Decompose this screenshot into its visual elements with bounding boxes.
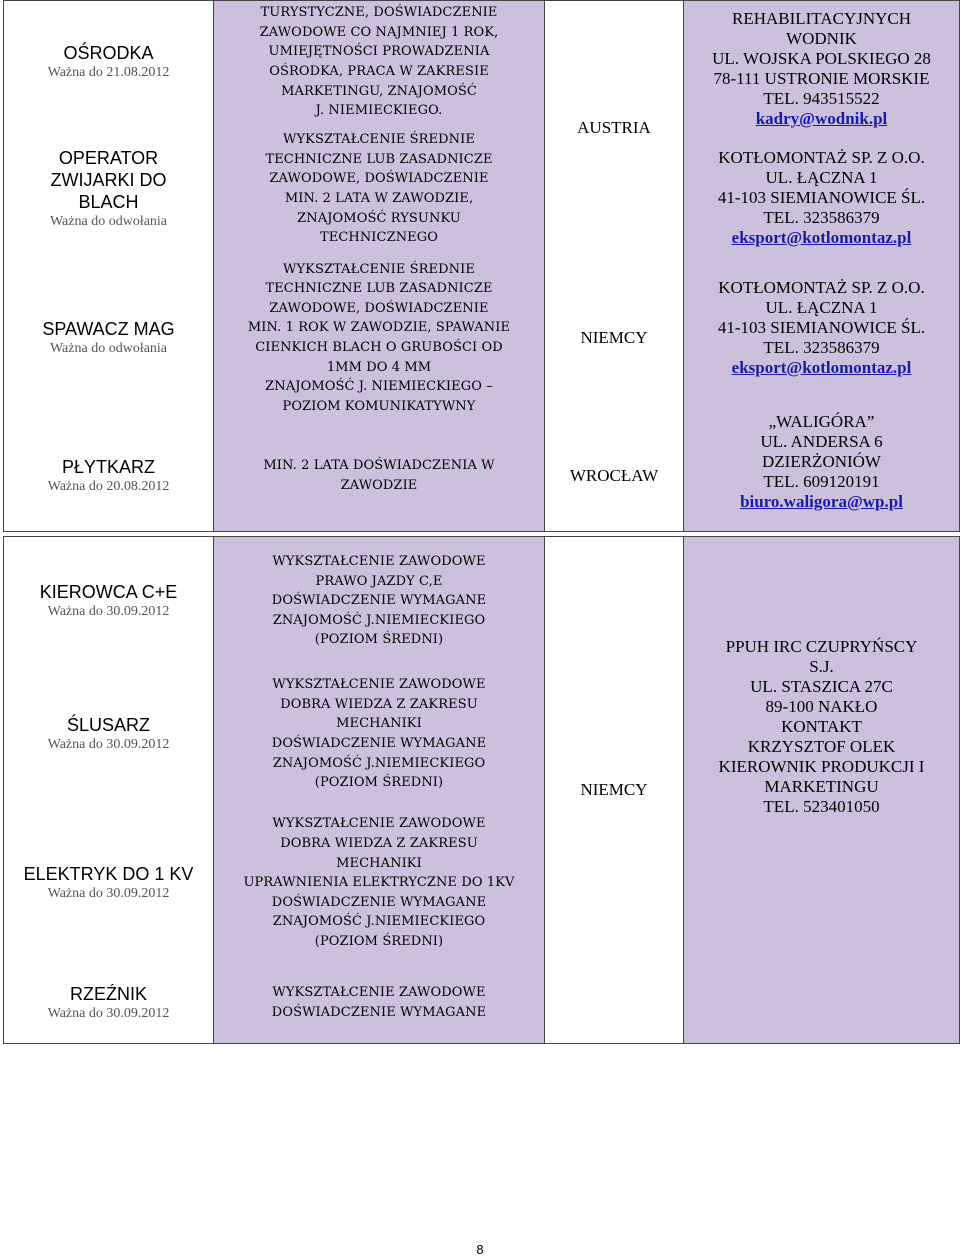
job-offers-table-1 xyxy=(3,0,960,532)
page-number: 8 xyxy=(476,1242,484,1257)
location-column xyxy=(545,537,684,1044)
employer-column xyxy=(684,537,960,1044)
requirements-cell: TURYSTYCZNE, DOŚWIADCZENIE ZAWODOWE CO NAJMNIEJ 1 ROK, UMIEJĘTNOŚCI PROWADZENIA OŚRODKA, PRACA W ZAKRESIE MARKETINGU, ZNAJOMOŚĆ J. NIEMIECKIEGO. xyxy=(259,5,499,119)
location-cell: NIEMCY xyxy=(580,328,648,347)
job-title: OŚRODKA xyxy=(63,43,154,63)
job-cell xyxy=(4,963,213,1043)
employer-cell: REHABILITACYJNYCH WODNIK UL. WOJSKA POLSKIEGO 28 78-111 USTRONIE MORSKIE TEL. 943515522 kadry@wodnik.pl xyxy=(712,9,931,128)
job-validity: Ważna do odwołania xyxy=(49,214,168,229)
requirements-cell: MIN. 2 LATA DOŚWIADCZENIA W ZAWODZIE xyxy=(263,458,495,493)
job-validity: Ważna do 30.09.2012 xyxy=(47,886,170,901)
requirements-column xyxy=(214,537,545,1044)
job-validity: Ważna do 21.08.2012 xyxy=(47,65,170,80)
job-title-column xyxy=(4,1,214,532)
requirements-cell: WYKSZTAŁCENIE ZAWODOWE DOBRA WIEDZA Z ZAKRESU MECHANIKI DOŚWIADCZENIE WYMAGANE ZNAJOMOŚĆ J.NIEMIECKIEGO (POZIOM ŚREDNI) xyxy=(271,677,487,791)
requirements-cell: WYKSZTAŁCENIE ŚREDNIE TECHNICZNE LUB ZASADNICZE ZAWODOWE, DOŚWIADCZENIE MIN. 2 LATA W ZAWODZIE, ZNAJOMOŚĆ RYSUNKU TECHNICZNEGO xyxy=(265,132,493,246)
job-title: OPERATOR ZWIJARKI DO BLACH xyxy=(50,148,167,212)
job-title: RZEŹNIK xyxy=(69,984,147,1004)
location-cell: AUSTRIA xyxy=(577,118,651,137)
email-link[interactable]: eksport@kotlomontaz.pl xyxy=(731,358,912,377)
job-cell xyxy=(4,421,213,531)
job-title: ELEKTRYK DO 1 KV xyxy=(23,864,194,884)
employer-cell: KOTŁOMONTAŻ SP. Z O.O. UL. ŁĄCZNA 1 41-103 SIEMIANOWICE ŚL. TEL. 323586379 eksport@kotlomontaz.pl xyxy=(717,278,926,377)
requirements-column xyxy=(214,1,545,532)
requirements-cell: WYKSZTAŁCENIE ŚREDNIE TECHNICZNE LUB ZASADNICZE ZAWODOWE, DOŚWIADCZENIE MIN. 1 ROK W ZAWODZIE, SPAWANIE CIENKICH BLACH O GRUBOŚCI OD 1MM DO 4 MM ZNAJOMOŚĆ J. NIEMIECKIEGO – POZIOM KOMUNIKATYWNY xyxy=(247,261,511,414)
job-cell xyxy=(4,123,213,255)
job-title-column xyxy=(4,537,214,1044)
job-cell xyxy=(4,803,213,963)
employer-cell: „WALIGÓRA” UL. ANDERSA 6 DZIERŻONIÓW TEL. 609120191 biuro.waligora@wp.pl xyxy=(740,412,903,511)
location-column xyxy=(545,1,684,532)
job-validity: Ważna do 30.09.2012 xyxy=(47,604,170,619)
job-title: ŚLUSARZ xyxy=(66,715,151,735)
email-link[interactable]: biuro.waligora@wp.pl xyxy=(740,492,903,511)
job-validity: Ważna do 20.08.2012 xyxy=(47,479,170,494)
email-link[interactable]: kadry@wodnik.pl xyxy=(755,109,888,128)
job-title: KIEROWCA C+E xyxy=(39,582,178,602)
employer-cell: PPUH IRC CZUPRYŃSCY S.J. UL. STASZICA 27C 89-100 NAKŁO KONTAKT KRZYSZTOF OLEK KIEROWNIK PRODUKCJI I MARKETINGU TEL. 523401050 xyxy=(718,637,925,816)
email-link[interactable]: eksport@kotlomontaz.pl xyxy=(731,228,912,247)
job-validity: Ważna do odwołania xyxy=(49,341,168,356)
employer-cell: KOTŁOMONTAŻ SP. Z O.O. UL. ŁĄCZNA 1 41-103 SIEMIANOWICE ŚL. TEL. 323586379 eksport@kotlomontaz.pl xyxy=(717,148,926,247)
job-cell xyxy=(4,1,213,123)
job-title: PŁYTKARZ xyxy=(61,457,156,477)
job-cell xyxy=(4,537,213,665)
location-cell: WROCŁAW xyxy=(569,466,659,485)
job-cell xyxy=(4,255,213,421)
requirements-cell: WYKSZTAŁCENIE ZAWODOWE DOŚWIADCZENIE WYMAGANE xyxy=(271,985,487,1020)
job-cell xyxy=(4,665,213,803)
job-validity: Ważna do 30.09.2012 xyxy=(47,1006,170,1021)
job-validity: Ważna do 30.09.2012 xyxy=(47,737,170,752)
job-offers-table-2 xyxy=(3,536,960,1044)
job-title: SPAWACZ MAG xyxy=(42,319,175,339)
requirements-cell: WYKSZTAŁCENIE ZAWODOWE PRAWO JAZDY C,E DOŚWIADCZENIE WYMAGANE ZNAJOMOŚĆ J.NIEMIECKIEGO (POZIOM ŚREDNI) xyxy=(271,554,487,648)
employer-column xyxy=(684,1,960,532)
location-cell: NIEMCY xyxy=(580,780,648,799)
requirements-cell: WYKSZTAŁCENIE ZAWODOWE DOBRA WIEDZA Z ZAKRESU MECHANIKI UPRAWNIENIA ELEKTRYCZNE DO 1KV DOŚWIADCZENIE WYMAGANE ZNAJOMOŚĆ J.NIEMIECKIEGO (POZIOM ŚREDNI) xyxy=(243,816,515,949)
